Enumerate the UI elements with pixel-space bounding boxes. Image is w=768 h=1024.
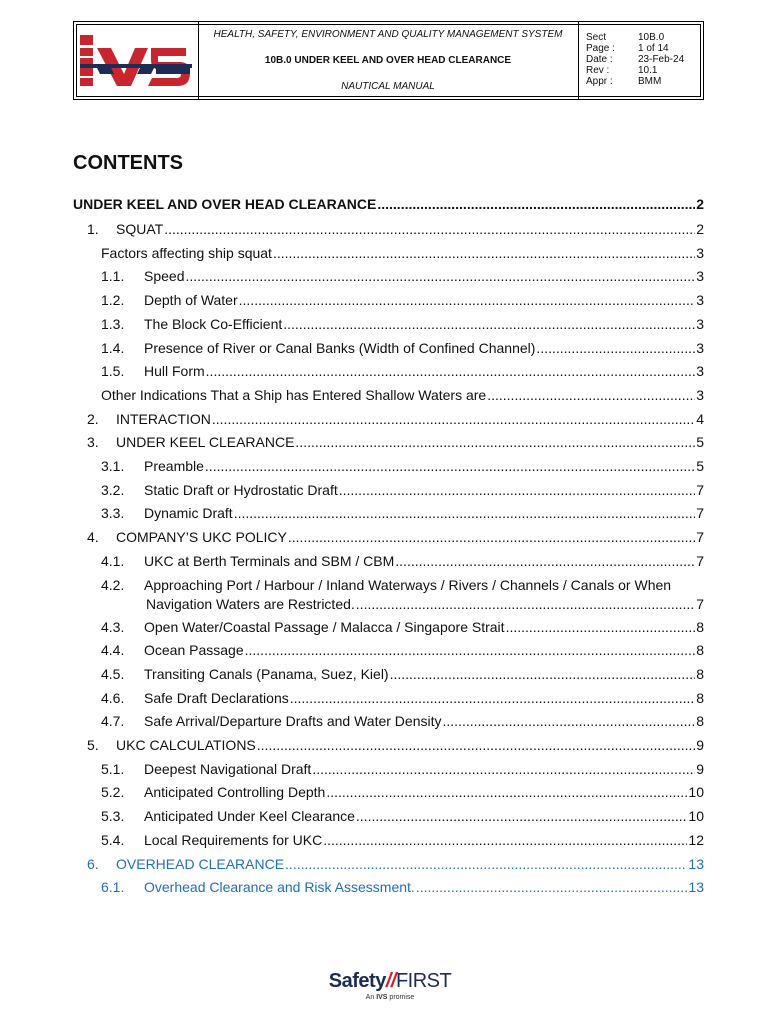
toc-leader-dots bbox=[377, 194, 695, 214]
toc-entry[interactable] bbox=[0, 314, 768, 334]
toc-leader-dots bbox=[290, 688, 695, 708]
toc-page-number: 12 bbox=[688, 831, 704, 848]
toc-entry-title: Other Indications That a Ship has Entered Shallow Waters are bbox=[101, 386, 487, 403]
toc-leader-dots bbox=[295, 432, 695, 452]
toc-entry-title: Safe Arrival/Departure Drafts and Water Density bbox=[144, 713, 442, 730]
toc-entry[interactable] bbox=[0, 711, 768, 731]
toc-page-number: 2 bbox=[696, 221, 704, 237]
toc-entry-number: 5.3. bbox=[101, 808, 125, 825]
toc-leader-dots bbox=[285, 854, 687, 874]
toc-entry-title: OVERHEAD CLEARANCE bbox=[116, 855, 285, 872]
footer-brand bbox=[310, 970, 470, 1001]
toc-entry-title: Deepest Navigational Draft bbox=[144, 760, 312, 777]
footer-tagline: An IVS promise bbox=[365, 994, 415, 1001]
toc-leader-dots bbox=[506, 617, 696, 637]
toc-leader-dots bbox=[443, 711, 696, 731]
toc-entry-title: Anticipated Under Keel Clearance bbox=[144, 808, 355, 825]
toc-entry-title: Approaching Port / Harbour / Inland Waterways / Rivers / Channels / Canals or When bbox=[144, 576, 672, 593]
toc-leader-dots bbox=[273, 243, 695, 263]
toc-entry-number: 4. bbox=[87, 529, 99, 546]
toc-entry-title: Overhead Clearance and Risk Assessment. bbox=[144, 879, 415, 896]
toc-entry-number: 4.2. bbox=[101, 576, 125, 593]
toc-entry[interactable] bbox=[0, 290, 768, 310]
document-title: 10B.0 UNDER KEEL AND OVER HEAD CLEARANCE bbox=[264, 55, 512, 66]
toc-entry[interactable] bbox=[0, 480, 768, 500]
toc-leader-dots bbox=[205, 456, 695, 476]
toc-entry-title: Factors affecting ship squat bbox=[101, 244, 272, 261]
toc-page-number: 2 bbox=[696, 196, 704, 212]
toc-entry-title: UKC CALCULATIONS bbox=[116, 737, 256, 753]
toc-leader-dots bbox=[206, 361, 696, 381]
toc-entry[interactable] bbox=[0, 759, 768, 779]
toc-page-number: 8 bbox=[696, 642, 704, 659]
toc-entry-number: 3.1. bbox=[101, 458, 125, 474]
toc-page-number: 7 bbox=[696, 505, 704, 522]
toc-entry-title: COMPANY’S UKC POLICY bbox=[116, 529, 287, 546]
toc-page-number: 5 bbox=[696, 458, 704, 474]
toc-entry-number: 5.4. bbox=[101, 831, 125, 848]
toc-page-number: 7 bbox=[696, 595, 704, 612]
toc-page-number: 3 bbox=[696, 268, 704, 285]
toc-page-number: 7 bbox=[696, 552, 704, 569]
toc-entry[interactable] bbox=[0, 361, 768, 381]
toc-page-number: 13 bbox=[688, 879, 704, 896]
toc-entry-title: Presence of River or Canal Banks (Width of Confined Channel) bbox=[144, 339, 536, 356]
toc-leader-dots bbox=[390, 664, 696, 684]
toc-entry-title: Anticipated Controlling Depth bbox=[144, 784, 326, 801]
toc-entry-number: 4.3. bbox=[101, 618, 125, 635]
toc-entry[interactable] bbox=[0, 527, 768, 547]
toc-entry-number: 1.2. bbox=[101, 292, 125, 309]
toc-entry-number: 4.1. bbox=[101, 552, 125, 569]
header-meta-cell: Sect 10B.0 Page : 1 of 14 Date : 23-Feb-24 Rev : 10.1 Appr : BMM bbox=[586, 32, 685, 87]
toc-entry[interactable] bbox=[0, 194, 768, 214]
toc-entry-title: SQUAT bbox=[116, 221, 164, 237]
toc-entry[interactable] bbox=[0, 409, 768, 429]
toc-page-number: 3 bbox=[696, 363, 704, 380]
toc-page-number: 3 bbox=[696, 315, 704, 332]
toc-entry-number: 6. bbox=[87, 855, 99, 872]
toc-entry-title: Dynamic Draft bbox=[144, 505, 233, 522]
toc-leader-dots bbox=[164, 219, 695, 239]
toc-entry-title: Safe Draft Declarations bbox=[144, 689, 289, 706]
toc-leader-dots bbox=[395, 551, 695, 571]
toc-entry-title: Transiting Canals (Panama, Suez, Kiel) bbox=[144, 665, 389, 682]
toc-leader-dots bbox=[323, 830, 687, 850]
toc-entry[interactable] bbox=[0, 432, 768, 452]
toc-leader-dots bbox=[212, 409, 695, 429]
toc-entry[interactable] bbox=[0, 266, 768, 286]
toc-entry-title: The Block Co-Efficient bbox=[144, 315, 283, 332]
toc-leader-dots bbox=[239, 290, 696, 310]
toc-leader-dots bbox=[283, 314, 695, 334]
toc-page-number: 10 bbox=[688, 784, 704, 801]
toc-page-number: 9 bbox=[696, 760, 704, 777]
toc-entry[interactable] bbox=[0, 503, 768, 523]
ivs-logo bbox=[74, 22, 198, 99]
toc-entry[interactable] bbox=[0, 806, 768, 826]
toc-entry-number: 4.6. bbox=[101, 689, 125, 706]
safety-first-logo: Safety//FIRST bbox=[328, 970, 452, 992]
manual-name: NAUTICAL MANUAL bbox=[341, 81, 435, 92]
toc-entry-title: Static Draft or Hydrostatic Draft bbox=[144, 481, 338, 498]
toc-leader-dots bbox=[356, 594, 695, 614]
toc-entry-number: 1.1. bbox=[101, 268, 125, 285]
toc-entry[interactable] bbox=[0, 338, 768, 358]
logo-cell bbox=[74, 22, 199, 99]
toc-leader-dots bbox=[288, 527, 695, 547]
toc-page-number: 8 bbox=[696, 689, 704, 706]
toc-entry-title: Ocean Passage bbox=[144, 642, 244, 659]
toc-entry[interactable] bbox=[0, 735, 768, 755]
toc-entry-number: 4.5. bbox=[101, 665, 125, 682]
toc-leader-dots bbox=[245, 640, 696, 660]
toc-page-number: 7 bbox=[696, 529, 704, 546]
toc-page-number: 3 bbox=[696, 292, 704, 309]
toc-entry-title: UKC at Berth Terminals and SBM / CBM bbox=[144, 552, 395, 569]
toc-entry-number: 4.7. bbox=[101, 713, 125, 730]
toc-entry-number: 3. bbox=[87, 434, 99, 451]
toc-entry[interactable] bbox=[0, 456, 768, 476]
toc-leader-dots bbox=[185, 266, 695, 286]
header-title-cell bbox=[198, 22, 579, 99]
toc-leader-dots bbox=[416, 877, 688, 897]
toc-entry[interactable] bbox=[0, 877, 768, 897]
system-name: HEALTH, SAFETY, ENVIRONMENT AND QUALITY MANAGEMENT SYSTEM bbox=[213, 29, 563, 40]
toc-leader-dots bbox=[356, 806, 688, 826]
toc-entry-title: Open Water/Coastal Passage / Malacca / Singapore Strait bbox=[144, 618, 505, 635]
toc-entry-title: Local Requirements for UKC bbox=[144, 831, 323, 848]
toc-leader-dots bbox=[234, 503, 696, 523]
toc-entry[interactable] bbox=[0, 688, 768, 708]
toc-leader-dots bbox=[257, 735, 695, 755]
toc-page-number: 3 bbox=[696, 244, 704, 261]
toc-page-number: 9 bbox=[696, 737, 704, 753]
toc-entry-number: 1.3. bbox=[101, 315, 125, 332]
toc-page-number: 7 bbox=[696, 481, 704, 498]
toc-entry[interactable] bbox=[0, 575, 768, 612]
toc-entry[interactable] bbox=[0, 640, 768, 660]
toc-entry[interactable] bbox=[0, 782, 768, 802]
toc-entry-number: 6.1. bbox=[101, 879, 125, 896]
toc-entry[interactable] bbox=[0, 243, 768, 263]
toc-entry-number: 5.2. bbox=[101, 784, 125, 801]
toc-entry-title: Depth of Water bbox=[144, 292, 238, 309]
toc-leader-dots bbox=[312, 759, 695, 779]
toc-page-number: 13 bbox=[688, 855, 704, 872]
toc-entry[interactable] bbox=[0, 830, 768, 850]
toc-page-number: 3 bbox=[696, 386, 704, 403]
toc-entry-title: Hull Form bbox=[144, 363, 205, 380]
toc-entry-number: 4.4. bbox=[101, 642, 125, 659]
toc-entry-number: 3.3. bbox=[101, 505, 125, 522]
toc-entry-number: 3.2. bbox=[101, 481, 125, 498]
toc-entry-title: UNDER KEEL CLEARANCE bbox=[116, 434, 295, 451]
toc-entry[interactable] bbox=[0, 854, 768, 874]
toc-entry-number: 1.5. bbox=[101, 363, 125, 380]
toc-entry-title: Speed bbox=[144, 268, 185, 285]
toc-entry[interactable] bbox=[0, 219, 768, 239]
toc-entry-title: Preamble bbox=[144, 458, 204, 474]
toc-page-number: 10 bbox=[688, 808, 704, 825]
toc-page-number: 5 bbox=[696, 434, 704, 451]
contents-title: CONTENTS bbox=[73, 152, 183, 174]
toc-entry[interactable] bbox=[0, 617, 768, 637]
toc-entry[interactable] bbox=[0, 385, 768, 405]
toc-entry-number: 1.4. bbox=[101, 339, 125, 356]
toc-leader-dots bbox=[339, 480, 695, 500]
toc-leader-dots bbox=[536, 338, 695, 358]
document-header bbox=[73, 21, 704, 100]
toc-leader-dots bbox=[326, 782, 687, 802]
toc-entry-number: 5.1. bbox=[101, 760, 125, 777]
toc-page-number: 4 bbox=[696, 410, 704, 427]
toc-entry-number: 5. bbox=[87, 737, 99, 753]
toc-leader-dots bbox=[487, 385, 695, 405]
toc-entry[interactable] bbox=[0, 664, 768, 684]
toc-entry-title-continued: Navigation Waters are Restricted. bbox=[146, 595, 355, 612]
toc-entry-title: UNDER KEEL AND OVER HEAD CLEARANCE bbox=[73, 196, 377, 212]
toc-page-number: 3 bbox=[696, 339, 704, 356]
toc-entry-number: 1. bbox=[87, 221, 99, 237]
toc-entry[interactable] bbox=[0, 551, 768, 571]
toc-page-number: 8 bbox=[696, 713, 704, 730]
toc-page-number: 8 bbox=[696, 665, 704, 682]
toc-entry-title: INTERACTION bbox=[116, 410, 211, 427]
toc-entry-number: 2. bbox=[87, 410, 99, 427]
toc-page-number: 8 bbox=[696, 618, 704, 635]
